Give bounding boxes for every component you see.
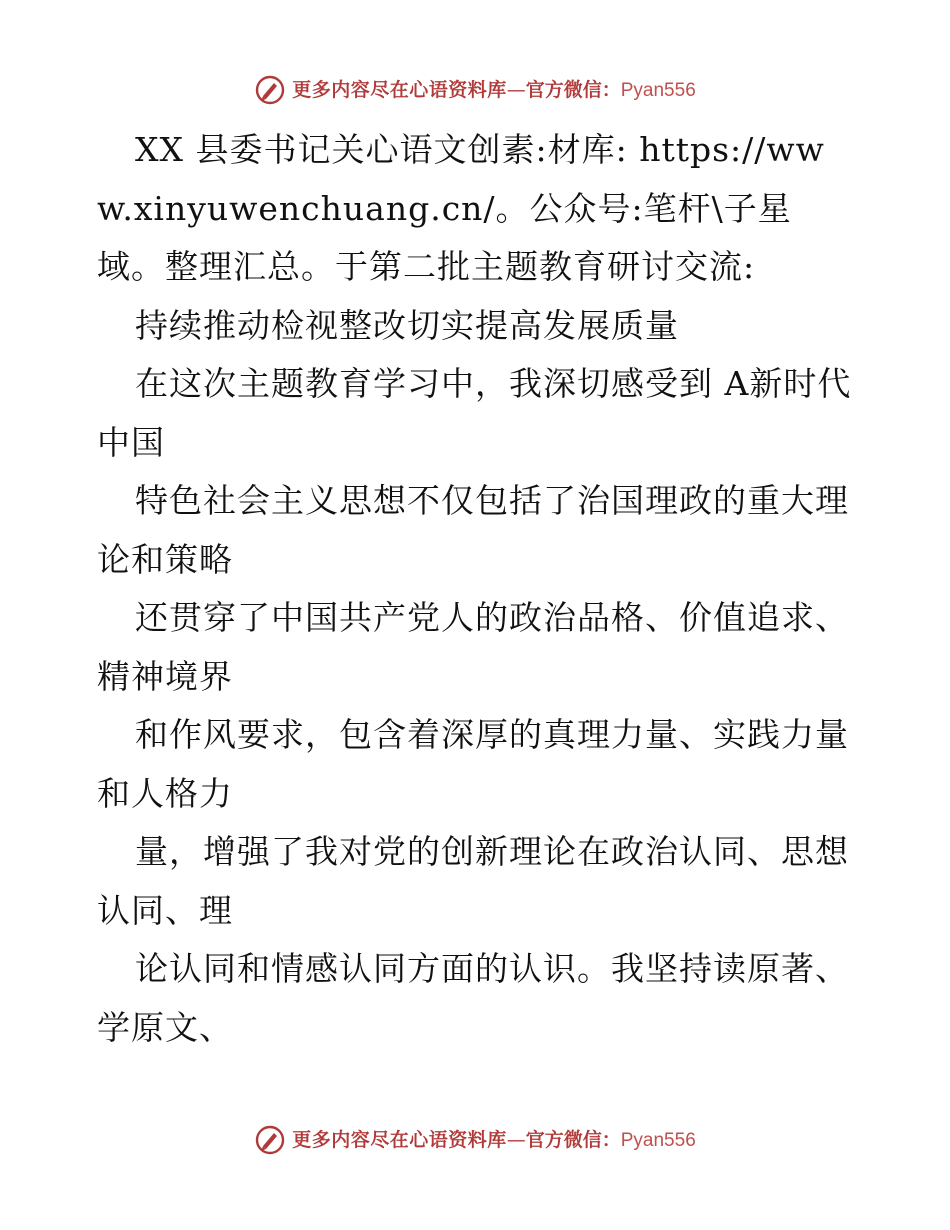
banner-text bbox=[292, 78, 696, 101]
banner-wechat-label: 官方微信： bbox=[525, 1128, 621, 1151]
paragraph: 还贯穿了中国共产党人的政治品格、价值追求、精神境界 bbox=[97, 598, 849, 696]
banner-wechat-id: Pyan556 bbox=[620, 79, 696, 101]
banner-text bbox=[292, 1128, 696, 1151]
paragraph: 特色社会主义思想不仅包括了治国理政的重大理论和策略 bbox=[97, 481, 849, 579]
paragraph: 论认同和情感认同方面的认识。我坚持读原著、学原文、 bbox=[97, 949, 849, 1047]
banner-main-text: 更多内容尽在心语资料库 bbox=[292, 1128, 507, 1151]
paragraph: 和作风要求，包含着深厚的真理力量、实践力量和人格力 bbox=[97, 715, 849, 813]
paragraph: 在这次主题教育学习中，我深切感受到 A新时代中国 bbox=[97, 364, 852, 462]
paragraph: 持续推动检视整改切实提高发展质量 bbox=[135, 305, 679, 345]
banner-wechat-id: Pyan556 bbox=[620, 1129, 696, 1151]
pen-logo-icon bbox=[254, 1124, 286, 1156]
paragraph: 量，增强了我对党的创新理论在政治认同、思想认同、理 bbox=[97, 832, 849, 930]
banner-dash: — bbox=[506, 1128, 526, 1151]
banner-dash: — bbox=[506, 78, 526, 101]
paragraph: XX 县委书记关心语文创素:材库: https://www.xinyuwenchuang.cn/。公众号:笔杆\子星域。整理汇总。于第二批主题教育研讨交流: bbox=[97, 130, 825, 286]
banner-main-text: 更多内容尽在心语资料库 bbox=[292, 78, 507, 101]
header-banner bbox=[0, 70, 950, 110]
banner-wechat-label: 官方微信： bbox=[525, 78, 621, 101]
document-body bbox=[97, 121, 857, 1057]
footer-banner bbox=[0, 1120, 950, 1160]
pen-logo-icon bbox=[254, 74, 286, 106]
